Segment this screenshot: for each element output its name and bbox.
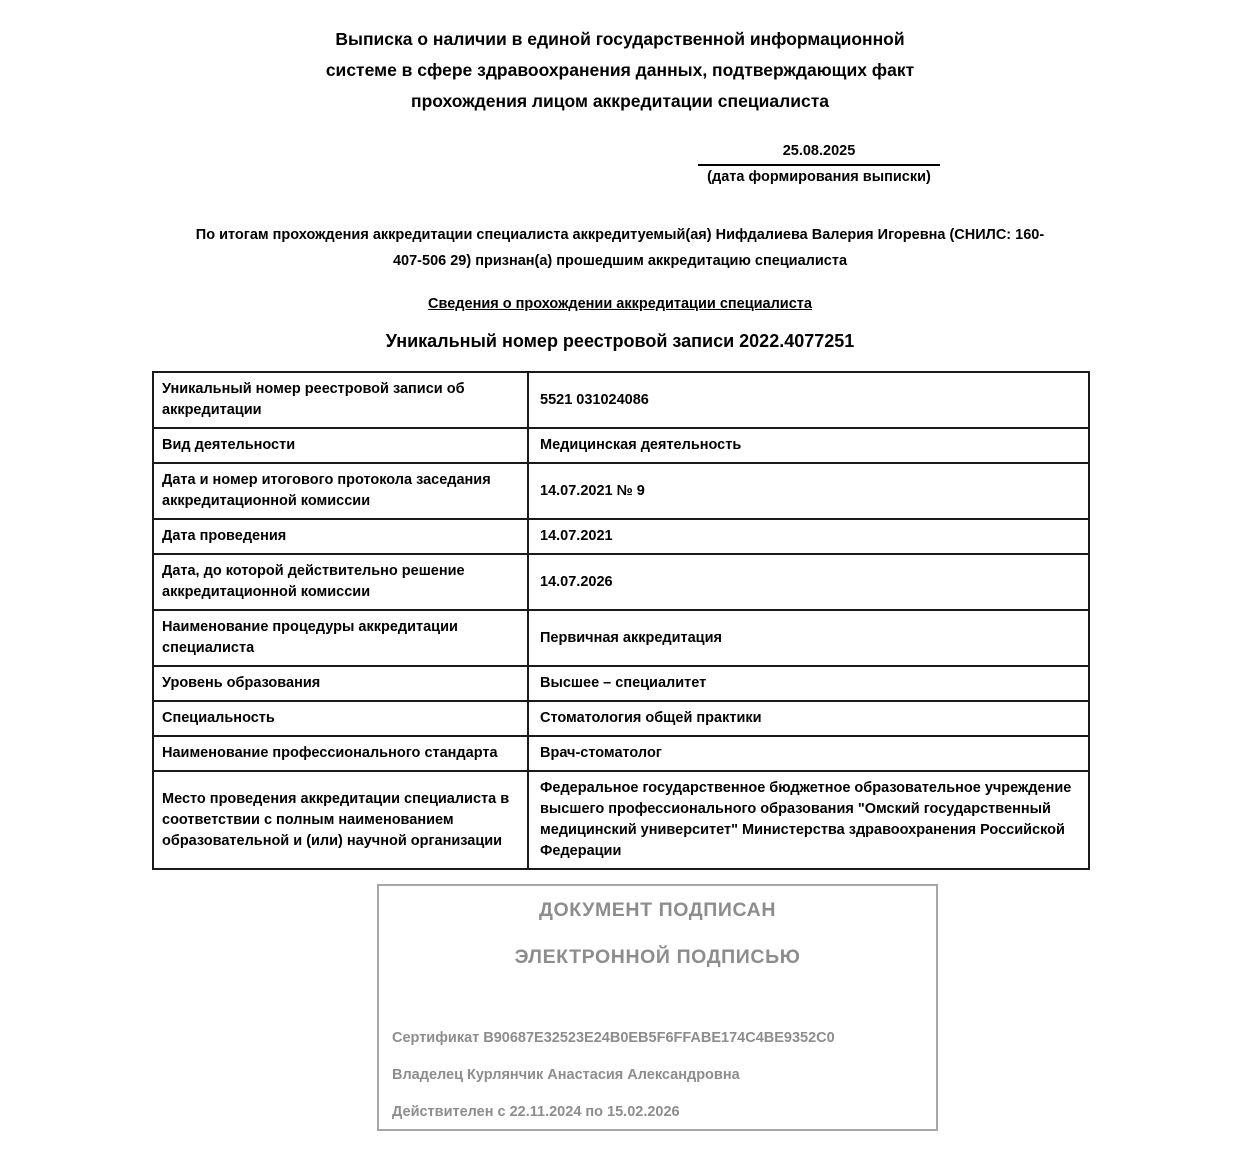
- table-row: [153, 554, 1089, 610]
- stamp-validity: Действителен с 22.11.2024 по 15.02.2026: [392, 1104, 680, 1120]
- table-row-value: 14.07.2021: [528, 519, 1089, 554]
- document-title-line-2: системе в сфере здравоохранения данных, подтверждающих факт: [325, 60, 915, 80]
- issue-date-block: [698, 143, 940, 185]
- intro-line-2: 407-506 29) признан(а) прошедшим аккредитацию специалиста: [392, 253, 848, 269]
- record-number-heading: Уникальный номер реестровой записи 2022.4077251: [385, 331, 855, 351]
- issue-date-caption: (дата формирования выписки): [707, 169, 931, 185]
- table-row: [153, 428, 1089, 463]
- accreditation-table-body: [153, 372, 1089, 869]
- table-row: [153, 701, 1089, 736]
- table-row-value: Высшее – специалитет: [528, 666, 1089, 701]
- table-row-value: Федеральное государственное бюджетное образовательное учреждение высшего профессионального образования "Омский государственный медицинский университет" Министерства здравоохранения Российской Федерации: [528, 771, 1089, 869]
- table-row-label: Уровень образования: [153, 666, 528, 701]
- table-row: [153, 519, 1089, 554]
- table-row: [153, 736, 1089, 771]
- table-row-value: Врач-стоматолог: [528, 736, 1089, 771]
- table-row-label: Вид деятельности: [153, 428, 528, 463]
- table-row: [153, 610, 1089, 666]
- table-row: [153, 372, 1089, 428]
- stamp-headline-line-2: ЭЛЕКТРОННОЙ ПОДПИСЬЮ: [514, 946, 801, 968]
- stamp-details: [392, 1031, 926, 1120]
- table-row-value: 14.07.2026: [528, 554, 1089, 610]
- document-title-line-3: прохождения лицом аккредитации специалиста: [411, 91, 829, 111]
- accreditation-table: [152, 371, 1090, 870]
- issue-date-value: 25.08.2025: [698, 143, 940, 166]
- table-row: [153, 463, 1089, 519]
- stamp-owner: Владелец Курлянчик Анастасия Александровна: [392, 1067, 740, 1083]
- table-row-label: Наименование профессионального стандарта: [153, 736, 528, 771]
- table-row-label: Уникальный номер реестровой записи об аккредитации: [153, 372, 528, 428]
- document-title: [0, 0, 1240, 117]
- table-row-label: Дата, до которой действительно решение аккредитационной комиссии: [153, 554, 528, 610]
- table-row-value: 14.07.2021 № 9: [528, 463, 1089, 519]
- table-row-label: Дата и номер итогового протокола заседания аккредитационной комиссии: [153, 463, 528, 519]
- table-row-label: Место проведения аккредитации специалиста в соответствии с полным наименованием образовательной и (или) научной организации: [153, 771, 528, 869]
- stamp-headline-line-1: ДОКУМЕНТ ПОДПИСАН: [538, 899, 777, 921]
- table-row-value: Первичная аккредитация: [528, 610, 1089, 666]
- table-row-value: Стоматология общей практики: [528, 701, 1089, 736]
- table-row-label: Специальность: [153, 701, 528, 736]
- document-title-line-1: Выписка о наличии в единой государственной информационной: [335, 29, 905, 49]
- table-row-label: Дата проведения: [153, 519, 528, 554]
- stamp-certificate: Сертификат B90687E32523E24B0EB5F6FFABE174C4BE9352C0: [392, 1030, 835, 1046]
- electronic-signature-stamp: [377, 884, 938, 1131]
- intro-line-1: По итогам прохождения аккредитации специалиста аккредитуемый(ая) Нифдалиева Валерия Игоревна (СНИЛС: 160-: [195, 227, 1045, 243]
- section-heading: Сведения о прохождении аккредитации специалиста: [428, 296, 812, 312]
- intro-paragraph: [0, 222, 1240, 274]
- table-row: [153, 666, 1089, 701]
- table-row-value: Медицинская деятельность: [528, 428, 1089, 463]
- table-row: [153, 771, 1089, 869]
- table-row-label: Наименование процедуры аккредитации специалиста: [153, 610, 528, 666]
- table-row-value: 5521 031024086: [528, 372, 1089, 428]
